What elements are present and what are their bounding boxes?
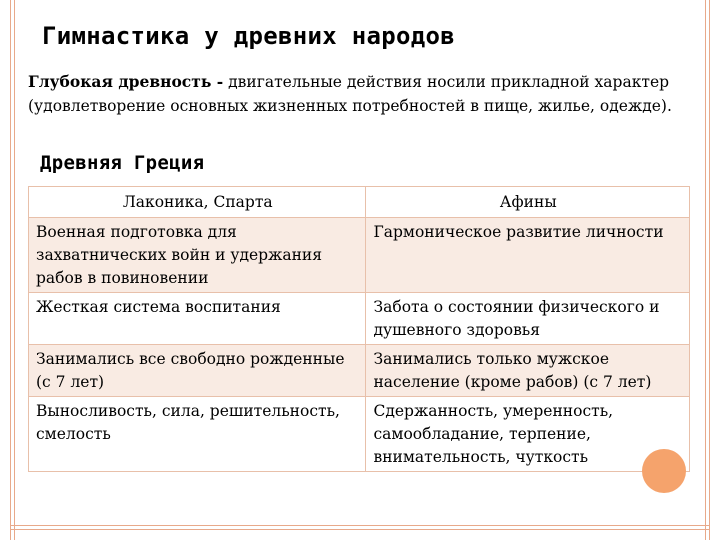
frame-line-left [10,0,11,540]
table-header-row [29,187,690,218]
cell-sparta: Жесткая система воспитания [29,293,366,345]
page-title: Гимнастика у древних народов [42,22,455,50]
section-subtitle: Древняя Греция [40,152,205,174]
intro-text: двигательные действия носили прикладной характер (удовлетворение основных жизненных потребностей в пище, жилье, одежде). [28,73,672,115]
frame-line-right-inner [705,0,706,540]
comparison-table [28,186,690,472]
table-row [29,218,690,293]
header-athens: Афины [366,187,690,218]
frame-line-bottom-inner [10,525,710,526]
frame-line-bottom [10,529,710,530]
cell-athens: Забота о состоянии физического и душевного здоровья [366,293,690,345]
table-row [29,345,690,397]
cell-sparta: Занимались все свободно рожденные (с 7 лет) [29,345,366,397]
cell-athens: Гармоническое развитие личности [366,218,690,293]
frame-line-left-inner [14,0,15,540]
frame-line-right [709,0,710,540]
decorative-circle [642,449,686,493]
cell-sparta: Военная подготовка для захватнических войн и удержания рабов в повиновении [29,218,366,293]
intro-bold-term: Глубокая древность - [28,72,224,91]
table-row [29,293,690,345]
header-sparta: Лаконика, Спарта [29,187,366,218]
table-row [29,397,690,472]
intro-paragraph [28,70,688,118]
cell-sparta: Выносливость, сила, решительность, смелость [29,397,366,472]
cell-athens: Сдержанность, умеренность, самообладание, терпение, внимательность, чуткость [366,397,690,472]
cell-athens: Занимались только мужское население (кроме рабов) (с 7 лет) [366,345,690,397]
